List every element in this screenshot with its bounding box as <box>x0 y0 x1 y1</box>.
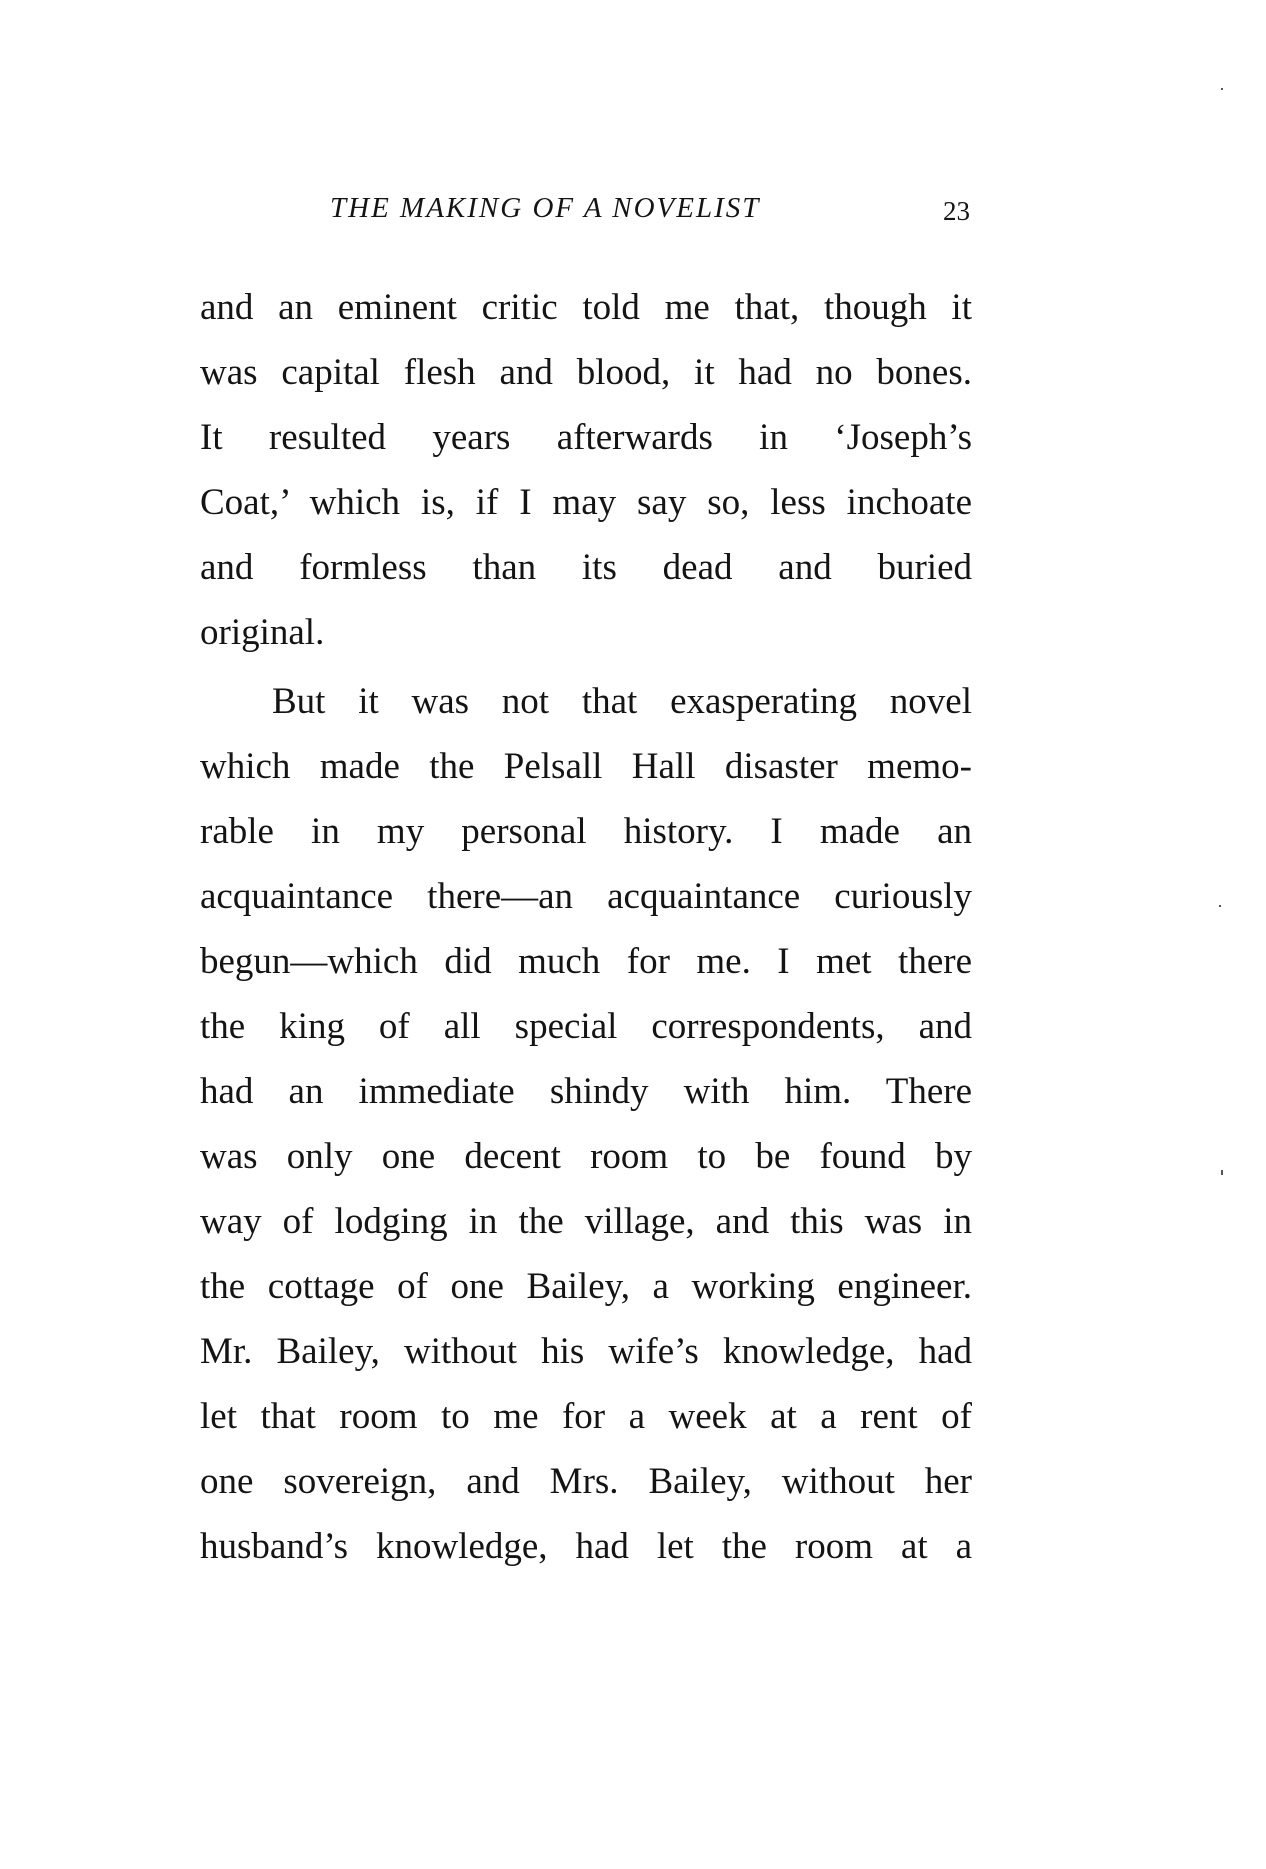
text-line: way of lodging in the village, and this was in <box>200 1201 972 1242</box>
text-line: let that room to me for a week at a rent of <box>200 1396 972 1437</box>
text-line: begun—which did much for me. I met there <box>200 941 972 982</box>
text-line: was only one decent room to be found by <box>200 1136 972 1177</box>
scan-speck <box>1219 905 1221 907</box>
text-line: and formless than its dead and buried <box>200 547 972 588</box>
text-line: husband’s knowledge, had let the room at a <box>200 1526 972 1567</box>
paragraph-2 <box>200 669 972 1579</box>
text-line: It resulted years afterwards in ‘Joseph’s <box>200 417 972 458</box>
text-line: original. <box>200 612 325 653</box>
text-line: the cottage of one Bailey, a working engineer. <box>200 1266 972 1307</box>
text-line: Coat,’ which is, if I may say so, less inchoate <box>200 482 972 523</box>
body-text <box>200 275 972 1579</box>
running-title: THE MAKING OF A NOVELIST <box>330 192 761 224</box>
text-line: was capital flesh and blood, it had no bones. <box>200 352 972 393</box>
text-line: acquaintance there—an acquaintance curiously <box>200 876 972 917</box>
text-line: which made the Pelsall Hall disaster memo- <box>200 746 972 787</box>
text-line: had an immediate shindy with him. There <box>200 1071 972 1112</box>
text-line: rable in my personal history. I made an <box>200 811 972 852</box>
text-line: the king of all special correspondents, and <box>200 1006 972 1047</box>
running-head <box>330 192 970 232</box>
page-number: 23 <box>943 196 970 226</box>
paragraph-1 <box>200 275 972 665</box>
scan-speck <box>1221 88 1223 90</box>
text-line: and an eminent critic told me that, though it <box>200 287 972 328</box>
text-line: But it was not that exasperating novel <box>272 681 972 722</box>
scan-speck <box>1221 1170 1223 1175</box>
text-line: Mr. Bailey, without his wife’s knowledge, had <box>200 1331 972 1372</box>
text-line: one sovereign, and Mrs. Bailey, without her <box>200 1461 972 1502</box>
